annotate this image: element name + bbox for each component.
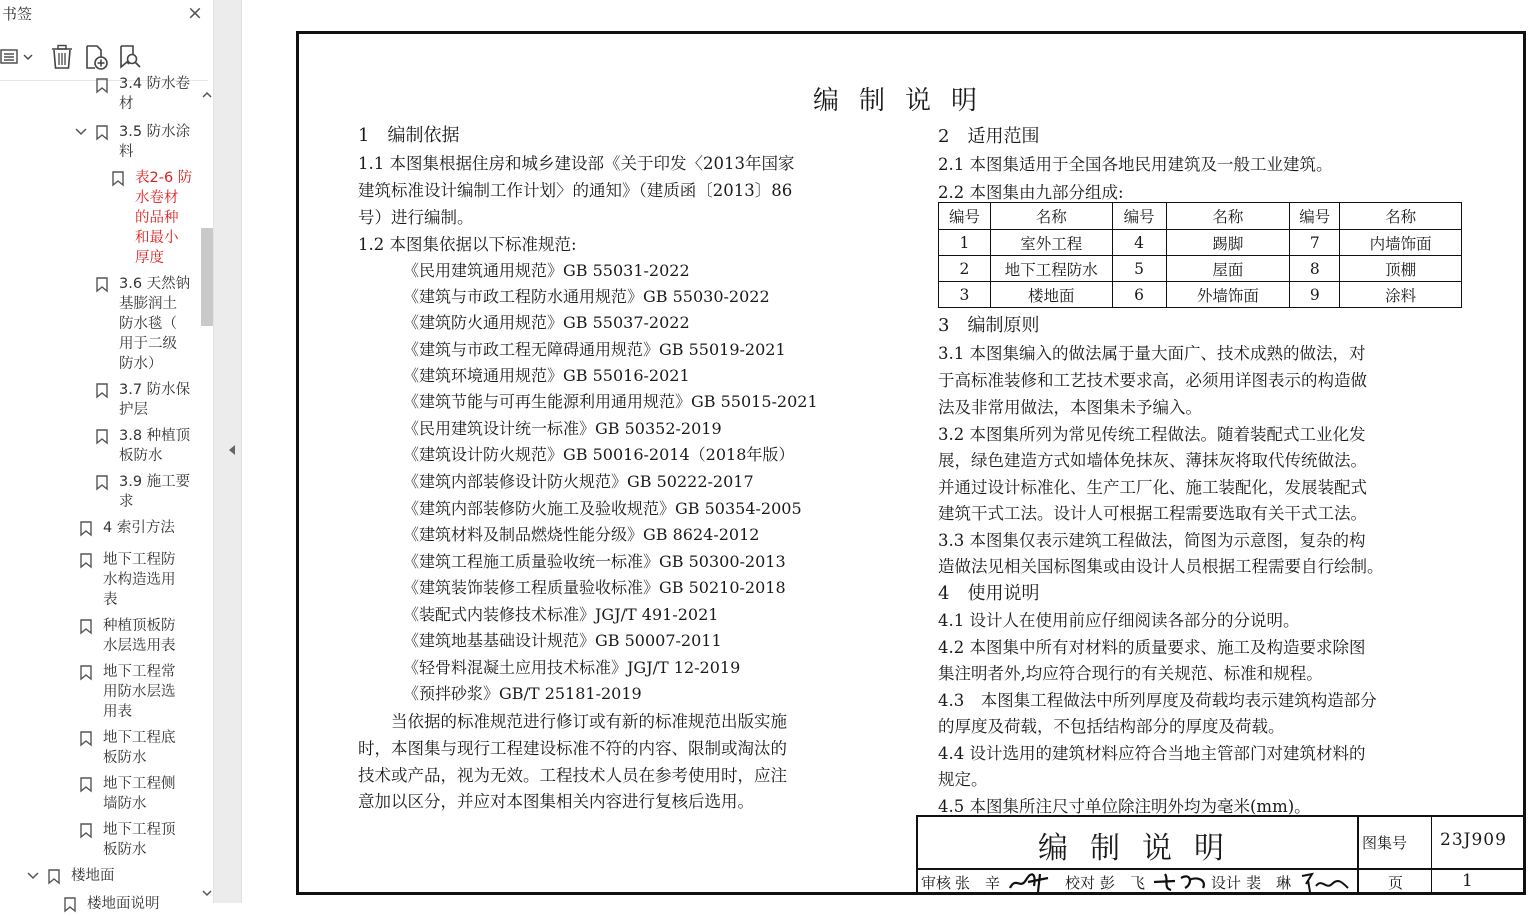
page-number: 1 (1462, 871, 1473, 891)
paragraph-line: 建筑干式工法。设计人可根据工程需要选取有关干式工法。 (938, 504, 1367, 523)
table-cell: 楼地面 (990, 282, 1112, 308)
bookmark-label: 种植顶板防 水层选用表 (103, 618, 176, 654)
standard-item: 《建筑材料及制品燃烧性能分级》GB 8624-2012 (403, 525, 760, 544)
bookmark-item[interactable] (0, 616, 200, 658)
paragraph-line: 造做法见相关国标图集或由设计人员根据工程需要自行绘制。 (938, 557, 1384, 576)
bookmark-flag-icon (80, 553, 92, 568)
atlas-number-label: 图集号 (1362, 834, 1408, 852)
paragraph-line: 3.3 本图集仅表示建筑工程做法，简图为示意图，复杂的构 (938, 531, 1366, 550)
paragraph-line: 号）进行编制。 (358, 208, 474, 227)
standard-item: 《轻骨料混凝土应用技术标准》JGJ/T 12-2019 (403, 658, 741, 677)
paragraph-line: 建筑标准设计编制工作计划〉的通知》（建质函〔2013〕86 (358, 181, 793, 200)
standard-item: 《建筑环境通用规范》GB 55016-2021 (403, 366, 690, 385)
standard-item: 《建筑设计防火规范》GB 50016-2014（2018年版） (403, 445, 795, 464)
table-cell: 7 (1290, 230, 1340, 256)
bookmark-label: 3.9 施工要 求 (119, 474, 191, 510)
bookmark-label: 地下工程底 板防水 (103, 730, 176, 766)
table-cell: 8 (1290, 256, 1340, 282)
bookmark-label: 3.8 种植顶 板防水 (119, 428, 191, 464)
paragraph-line: 4.4 设计选用的建筑材料应符合当地主管部门对建筑材料的 (938, 744, 1366, 763)
bookmark-panel (0, 0, 214, 912)
standard-item: 《建筑装饰装修工程质量验收标准》GB 50210-2018 (403, 578, 786, 597)
bookmark-item[interactable] (0, 894, 200, 916)
table-cell: 3 (939, 282, 991, 308)
atlas-number: 23J909 (1440, 830, 1507, 850)
paragraph-line: 时，本图集与现行工程建设标准不符的内容、限制或淘汰的 (358, 739, 787, 758)
design-name: 裴 琳 (1246, 874, 1292, 892)
bookmark-flag-icon (64, 897, 76, 912)
bookmark-label: 表2-6 防 水卷材 的品种 和最小 厚度 (135, 170, 193, 266)
review-signature (1006, 870, 1056, 894)
table-cell: 2 (939, 256, 991, 282)
bookmark-flag-icon (96, 383, 108, 398)
table-cell: 内墙饰面 (1340, 230, 1462, 256)
paragraph-line: 意加以区分，并应对本图集相关内容进行复核后选用。 (358, 792, 754, 811)
paragraph-line: 集注明者外,均应符合现行的有关规范、标准和规程。 (938, 664, 1323, 683)
bookmark-item[interactable] (0, 774, 200, 816)
bookmark-label: 地下工程顶 板防水 (103, 822, 176, 858)
bookmark-toolbar (0, 40, 210, 74)
paragraph-line: 并通过设计标准化、生产工厂化、施工装配化，发展装配式 (938, 478, 1367, 497)
bookmark-search-icon (118, 44, 144, 70)
standard-item: 《建筑防火通用规范》GB 55037-2022 (403, 313, 690, 332)
table-cell: 6 (1112, 282, 1166, 308)
paragraph-line: 1.1 本图集根据住房和城乡建设部《关于印发〈2013年国家 (358, 154, 795, 173)
bookmark-item[interactable] (0, 518, 200, 540)
standard-item: 《装配式内装修技术标准》JGJ/T 491-2021 (403, 605, 719, 624)
bookmark-label: 楼地面说明 (87, 896, 160, 912)
chevron-down-icon[interactable] (26, 869, 40, 883)
bookmark-label: 楼地面 (71, 868, 115, 884)
table-header-cell: 名称 (1166, 203, 1290, 230)
table-header-cell: 编号 (1290, 203, 1340, 230)
bookmark-flag-icon (80, 823, 92, 838)
page-title: 编制说明 (813, 86, 998, 116)
bookmark-flag-icon (96, 429, 108, 444)
trash-icon (50, 44, 74, 70)
table-cell: 屋面 (1166, 256, 1290, 282)
table-row (939, 282, 1462, 308)
bookmark-item[interactable] (0, 866, 200, 888)
bookmark-item[interactable] (0, 274, 200, 376)
table-cell: 外墙饰面 (1166, 282, 1290, 308)
bookmark-flag-icon (112, 171, 124, 186)
chevron-down-icon[interactable] (74, 125, 88, 139)
section-heading: 1 编制依据 (358, 125, 460, 146)
find-bookmark-button[interactable] (118, 44, 144, 70)
bookmark-item[interactable] (0, 76, 200, 118)
table-row (939, 230, 1462, 256)
document-view (243, 0, 1536, 903)
review-name: 张 辛 (955, 874, 1001, 892)
standard-item: 《民用建筑设计统一标准》GB 50352-2019 (403, 419, 722, 438)
bookmark-item[interactable] (0, 380, 200, 422)
table-cell: 踢脚 (1166, 230, 1290, 256)
table-cell: 1 (939, 230, 991, 256)
close-panel-button[interactable]: × (187, 2, 203, 24)
bookmark-flag-icon (80, 731, 92, 746)
section-heading: 3 编制原则 (938, 315, 1040, 336)
table-cell: 室外工程 (990, 230, 1112, 256)
paragraph-line: 1.2 本图集依据以下标准规范: (358, 235, 577, 254)
scroll-up-icon[interactable] (200, 88, 214, 102)
list-options-icon (0, 44, 36, 70)
add-bookmark-icon (84, 44, 110, 70)
scrollbar-thumb[interactable] (201, 228, 213, 326)
paragraph-line: 2.1 本图集适用于全国各地民用建筑及一般工业建筑。 (938, 155, 1333, 174)
bookmark-item-active[interactable] (0, 168, 200, 270)
bookmark-flag-icon (96, 475, 108, 490)
scroll-down-icon[interactable] (200, 886, 214, 900)
table-row (939, 256, 1462, 282)
table-cell: 9 (1290, 282, 1340, 308)
bookmark-flag-icon (80, 665, 92, 680)
bookmark-label: 3.4 防水卷 材 (119, 76, 191, 112)
bookmark-item[interactable] (0, 728, 200, 770)
bookmark-label: 地下工程侧 墙防水 (103, 776, 176, 812)
title-block-title: 编制说明 (1038, 831, 1246, 866)
composition-table (938, 202, 1462, 308)
bookmark-label: 3.6 天然钠 基膨润土 防水毯（ 用于二级 防水） (119, 276, 191, 372)
bookmark-label: 地下工程常 用防水层选 用表 (103, 664, 176, 720)
standard-item: 《建筑地基基础设计规范》GB 50007-2011 (403, 631, 722, 650)
bookmark-flag-icon (96, 125, 108, 140)
section-heading: 2 适用范围 (938, 126, 1040, 147)
design-label: 设计 (1211, 874, 1242, 892)
paragraph-line: 2.2 本图集由九部分组成: (938, 183, 1124, 202)
table-header-cell: 编号 (1112, 203, 1166, 230)
bookmark-label: 地下工程防 水构造选用 表 (103, 552, 176, 608)
table-cell: 顶棚 (1340, 256, 1462, 282)
check-signature (1151, 870, 1211, 894)
standard-item: 《建筑与市政工程无障碍通用规范》GB 55019-2021 (403, 340, 786, 359)
bookmark-flag-icon (80, 521, 92, 536)
paragraph-line: 展，绿色建造方式如墙体免抹灰、薄抹灰将取代传统做法。 (938, 451, 1367, 470)
section-heading: 4 使用说明 (938, 583, 1040, 604)
bookmark-flag-icon (80, 777, 92, 792)
paragraph-line: 当依据的标准规范进行修订或有新的标准规范出版实施 (358, 712, 787, 731)
table-cell: 4 (1112, 230, 1166, 256)
design-signature (1298, 870, 1354, 894)
title-block-divider (1431, 817, 1432, 894)
title-block-divider (1357, 817, 1359, 894)
standard-item: 《民用建筑通用规范》GB 55031-2022 (403, 261, 690, 280)
paragraph-line: 法及非常用做法，本图集未予编入。 (938, 398, 1202, 417)
paragraph-line: 4.5 本图集所注尺寸单位除注明外均为毫米(mm)。 (938, 797, 1311, 816)
bookmark-label: 3.7 防水保 护层 (119, 382, 191, 418)
standard-item: 《预拌砂浆》GB/T 25181-2019 (403, 684, 642, 703)
paragraph-line: 3.1 本图集编入的做法属于量大面广、技术成熟的做法，对 (938, 344, 1366, 363)
check-name: 彭 飞 (1100, 874, 1146, 892)
paragraph-line: 规定。 (938, 770, 988, 789)
standard-item: 《建筑内部装修防火施工及验收规范》GB 50354-2005 (403, 499, 802, 518)
collapse-panel-icon[interactable] (228, 444, 236, 456)
bookmark-options-dropdown[interactable] (0, 44, 36, 70)
bookmark-panel-title: 书签 (2, 5, 33, 23)
bookmark-flag-icon (80, 619, 92, 634)
title-block (916, 815, 1524, 894)
bookmark-flag-icon (96, 277, 108, 292)
delete-bookmark-button[interactable] (50, 44, 74, 70)
bookmark-tree (0, 76, 200, 912)
check-label: 校对 (1065, 874, 1096, 892)
table-header-cell: 编号 (939, 203, 991, 230)
standard-item: 《建筑节能与可再生能源利用通用规范》GB 55015-2021 (403, 392, 818, 411)
bookmark-item[interactable] (0, 550, 200, 612)
paragraph-line: 4.1 设计人在使用前应仔细阅读各部分的分说明。 (938, 611, 1300, 630)
paragraph-line: 的厚度及荷载，不包括结构部分的厚度及荷载。 (938, 717, 1285, 736)
bookmark-item[interactable] (0, 122, 200, 164)
table-cell: 涂料 (1340, 282, 1462, 308)
review-label: 审核 (921, 874, 952, 892)
table-cell: 地下工程防水 (990, 256, 1112, 282)
paragraph-line: 4.3 本图集工程做法中所列厚度及荷载均表示建筑构造部分 (938, 691, 1377, 710)
bookmark-flag-icon (48, 869, 60, 884)
table-header-cell: 名称 (990, 203, 1112, 230)
bookmark-label: 3.5 防水涂 料 (119, 124, 191, 160)
bookmark-item[interactable] (0, 662, 200, 724)
standard-item: 《建筑与市政工程防水通用规范》GB 55030-2022 (403, 287, 770, 306)
table-header-cell: 名称 (1340, 203, 1462, 230)
bookmark-item[interactable] (0, 472, 200, 514)
bookmark-item[interactable] (0, 426, 200, 468)
paragraph-line: 4.2 本图集中所有对材料的质量要求、施工及构造要求除图 (938, 638, 1366, 657)
page-label: 页 (1388, 874, 1404, 892)
add-bookmark-button[interactable] (84, 44, 110, 70)
bookmark-flag-icon (96, 78, 108, 93)
standard-item: 《建筑工程施工质量验收统一标准》GB 50300-2013 (403, 552, 786, 571)
paragraph-line: 于高标准装修和工艺技术要求高，必须用详图表示的构造做 (938, 371, 1367, 390)
paragraph-line: 3.2 本图集所列为常见传统工程做法。随着装配式工业化发 (938, 425, 1366, 444)
table-header-row (939, 203, 1462, 230)
paragraph-line: 技术或产品，视为无效。工程技术人员在参考使用时，应注 (358, 766, 787, 785)
bookmark-item[interactable] (0, 820, 200, 862)
standard-item: 《建筑内部装修设计防火规范》GB 50222-2017 (403, 472, 754, 491)
table-cell: 5 (1112, 256, 1166, 282)
bookmark-label: 4 索引方法 (103, 520, 175, 536)
